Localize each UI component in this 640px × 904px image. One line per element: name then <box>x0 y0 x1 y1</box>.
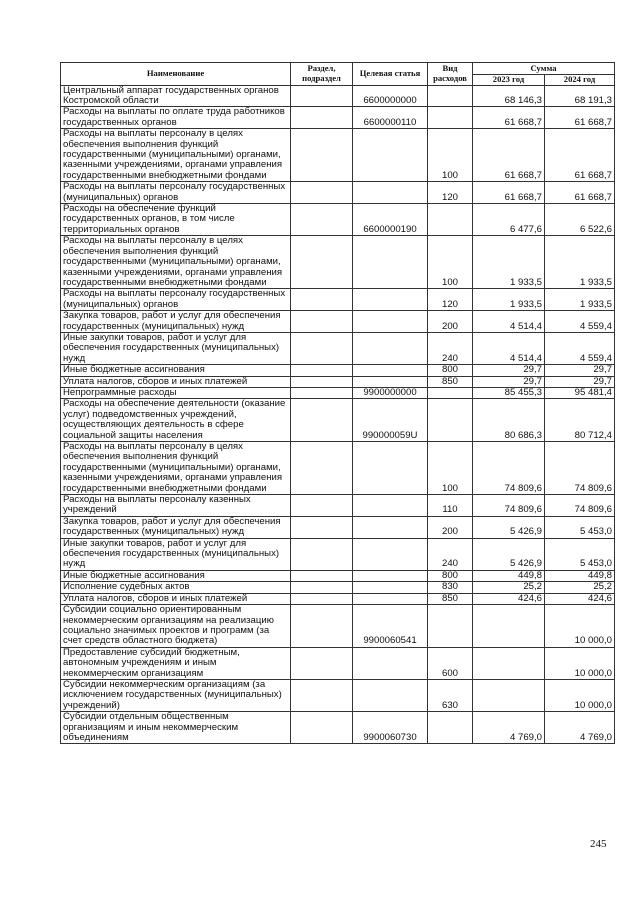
row-section <box>291 129 353 182</box>
table-row <box>61 679 615 711</box>
row-kind: 800 <box>428 570 473 581</box>
row-kind: 100 <box>428 129 473 182</box>
row-kind: 100 <box>428 442 473 495</box>
row-kind <box>428 399 473 442</box>
row-sum-2024: 29,7 <box>545 376 615 387</box>
row-name: Расходы на выплаты персоналу в целях обеспечения выполнения функций государственными (муниципальными) органами, казенными учреждениями, органами управления государственными внебюджетными фондами <box>61 236 291 289</box>
row-section <box>291 593 353 604</box>
table-row <box>61 495 615 517</box>
row-sum-2023: 6 477,6 <box>473 204 545 236</box>
row-sum-2023: 4 514,4 <box>473 332 545 364</box>
row-target: 9900000000 <box>353 387 428 398</box>
header-2024: 2024 год <box>545 75 615 86</box>
table-row <box>61 182 615 204</box>
table-row <box>61 647 615 679</box>
row-kind: 800 <box>428 365 473 376</box>
row-target <box>353 289 428 311</box>
row-sum-2023: 74 809,6 <box>473 442 545 495</box>
row-name: Иные бюджетные ассигнования <box>61 365 291 376</box>
row-sum-2024: 25,2 <box>545 582 615 593</box>
row-sum-2024: 95 481,4 <box>545 387 615 398</box>
table-row <box>61 387 615 398</box>
row-kind: 110 <box>428 495 473 517</box>
row-sum-2024: 61 668,7 <box>545 129 615 182</box>
row-section <box>291 442 353 495</box>
row-sum-2024: 80 712,4 <box>545 399 615 442</box>
row-target: 6600000000 <box>353 85 428 107</box>
row-sum-2024: 4 559,4 <box>545 311 615 333</box>
row-section <box>291 647 353 679</box>
row-name: Закупка товаров, работ и услуг для обеспечения государственных (муниципальных) нужд <box>61 311 291 333</box>
row-section <box>291 570 353 581</box>
row-section <box>291 376 353 387</box>
table-row <box>61 538 615 570</box>
row-name: Иные закупки товаров, работ и услуг для обеспечения государственных (муниципальных) нужд <box>61 538 291 570</box>
row-name: Расходы на обеспечение деятельности (оказание услуг) подведомственных учреждений, осуществляющих деятельность в сфере социальной защиты населения <box>61 399 291 442</box>
row-target <box>353 442 428 495</box>
table-row <box>61 332 615 364</box>
row-kind: 200 <box>428 516 473 538</box>
row-sum-2023 <box>473 679 545 711</box>
header-kind: Вид расходов <box>428 63 473 86</box>
row-sum-2023: 1 933,5 <box>473 289 545 311</box>
header-sum: Сумма <box>473 63 615 75</box>
row-target: 6600000110 <box>353 107 428 129</box>
row-section <box>291 495 353 517</box>
row-sum-2023: 449,8 <box>473 570 545 581</box>
header-target: Целевая статья <box>353 63 428 86</box>
row-name: Расходы на выплаты по оплате труда работников государственных органов <box>61 107 291 129</box>
row-sum-2023 <box>473 647 545 679</box>
row-sum-2024: 4 559,4 <box>545 332 615 364</box>
row-kind <box>428 605 473 648</box>
row-target <box>353 129 428 182</box>
row-sum-2024: 10 000,0 <box>545 647 615 679</box>
row-name: Субсидии некоммерческим организациям (за исключением государственных (муниципальных) учреждений) <box>61 679 291 711</box>
row-sum-2023: 29,7 <box>473 376 545 387</box>
row-kind <box>428 387 473 398</box>
row-section <box>291 516 353 538</box>
table-row <box>61 376 615 387</box>
row-name: Субсидии социально ориентированным некоммерческим организациям на реализацию социально значимых проектов и программ (за счет средств областного бюджета) <box>61 605 291 648</box>
row-name: Исполнение судебных актов <box>61 582 291 593</box>
row-sum-2023 <box>473 605 545 648</box>
table-row <box>61 399 615 442</box>
table-row <box>61 85 615 107</box>
table-row <box>61 289 615 311</box>
table-row <box>61 605 615 648</box>
row-section <box>291 679 353 711</box>
row-name: Центральный аппарат государственных органов Костромской области <box>61 85 291 107</box>
row-section <box>291 107 353 129</box>
row-name: Расходы на выплаты персоналу в целях обеспечения выполнения функций государственными (муниципальными) органами, казенными учреждениями, органами управления государственными внебюджетными фондами <box>61 442 291 495</box>
row-sum-2024: 68 191,3 <box>545 85 615 107</box>
row-sum-2024: 29,7 <box>545 365 615 376</box>
row-name: Иные бюджетные ассигнования <box>61 570 291 581</box>
row-name: Предоставление субсидий бюджетным, автономным учреждениям и иным некоммерческим организациям <box>61 647 291 679</box>
row-target <box>353 365 428 376</box>
row-sum-2024: 1 933,5 <box>545 236 615 289</box>
header-name: Наименование <box>61 63 291 86</box>
row-target <box>353 376 428 387</box>
row-target <box>353 538 428 570</box>
row-sum-2023: 61 668,7 <box>473 182 545 204</box>
row-section <box>291 712 353 744</box>
row-section <box>291 399 353 442</box>
row-target: 6600000190 <box>353 204 428 236</box>
row-name: Непрограммные расходы <box>61 387 291 398</box>
row-sum-2023: 4 769,0 <box>473 712 545 744</box>
row-kind: 120 <box>428 182 473 204</box>
row-name: Расходы на обеспечение функций государственных органов, в том числе территориальных органов <box>61 204 291 236</box>
row-sum-2024: 61 668,7 <box>545 107 615 129</box>
table-row <box>61 516 615 538</box>
row-target: 990000059U <box>353 399 428 442</box>
table-row <box>61 311 615 333</box>
row-name: Расходы на выплаты персоналу государственных (муниципальных) органов <box>61 289 291 311</box>
row-name: Закупка товаров, работ и услуг для обеспечения государственных (муниципальных) нужд <box>61 516 291 538</box>
row-target <box>353 516 428 538</box>
table-row <box>61 204 615 236</box>
row-sum-2023: 1 933,5 <box>473 236 545 289</box>
row-sum-2024: 6 522,6 <box>545 204 615 236</box>
row-name: Субсидии отдельным общественным организациям и иным некоммерческим объединениям <box>61 712 291 744</box>
table-header <box>61 63 615 86</box>
table-row <box>61 365 615 376</box>
row-kind: 630 <box>428 679 473 711</box>
row-sum-2024: 1 933,5 <box>545 289 615 311</box>
row-section <box>291 85 353 107</box>
row-kind: 830 <box>428 582 473 593</box>
table-row <box>61 570 615 581</box>
row-name: Расходы на выплаты персоналу государственных (муниципальных) органов <box>61 182 291 204</box>
row-sum-2024: 5 453,0 <box>545 538 615 570</box>
row-target <box>353 332 428 364</box>
row-kind <box>428 204 473 236</box>
row-section <box>291 289 353 311</box>
row-kind <box>428 107 473 129</box>
row-target <box>353 582 428 593</box>
header-section: Раздел, подраздел <box>291 63 353 86</box>
row-sum-2023: 5 426,9 <box>473 538 545 570</box>
row-sum-2023: 25,2 <box>473 582 545 593</box>
row-kind: 100 <box>428 236 473 289</box>
row-sum-2024: 10 000,0 <box>545 605 615 648</box>
row-sum-2023: 61 668,7 <box>473 107 545 129</box>
table-row <box>61 582 615 593</box>
row-sum-2023: 85 455,3 <box>473 387 545 398</box>
row-sum-2023: 424,6 <box>473 593 545 604</box>
table-row <box>61 593 615 604</box>
row-section <box>291 236 353 289</box>
row-kind <box>428 85 473 107</box>
row-section <box>291 365 353 376</box>
row-sum-2024: 10 000,0 <box>545 679 615 711</box>
row-section <box>291 311 353 333</box>
row-section <box>291 538 353 570</box>
row-name: Иные закупки товаров, работ и услуг для обеспечения государственных (муниципальных) нужд <box>61 332 291 364</box>
table-body <box>61 85 615 744</box>
row-sum-2023: 68 146,3 <box>473 85 545 107</box>
row-name: Расходы на выплаты персоналу казенных учреждений <box>61 495 291 517</box>
row-sum-2024: 449,8 <box>545 570 615 581</box>
row-kind: 240 <box>428 538 473 570</box>
row-kind: 200 <box>428 311 473 333</box>
row-section <box>291 387 353 398</box>
row-target <box>353 182 428 204</box>
row-name: Расходы на выплаты персоналу в целях обеспечения выполнения функций государственными (муниципальными) органами, казенными учреждениями, органами управления государственными внебюджетными фондами <box>61 129 291 182</box>
row-target: 9900060541 <box>353 605 428 648</box>
row-kind: 850 <box>428 593 473 604</box>
row-target: 9900060730 <box>353 712 428 744</box>
row-sum-2024: 61 668,7 <box>545 182 615 204</box>
row-target <box>353 679 428 711</box>
budget-table <box>60 62 615 744</box>
row-name: Уплата налогов, сборов и иных платежей <box>61 376 291 387</box>
row-sum-2024: 4 769,0 <box>545 712 615 744</box>
row-sum-2023: 61 668,7 <box>473 129 545 182</box>
row-target <box>353 593 428 604</box>
row-section <box>291 605 353 648</box>
row-section <box>291 204 353 236</box>
row-name: Уплата налогов, сборов и иных платежей <box>61 593 291 604</box>
row-target <box>353 570 428 581</box>
row-section <box>291 332 353 364</box>
row-target <box>353 495 428 517</box>
table-row <box>61 129 615 182</box>
row-sum-2023: 74 809,6 <box>473 495 545 517</box>
row-target <box>353 236 428 289</box>
header-2023: 2023 год <box>473 75 545 86</box>
row-section <box>291 582 353 593</box>
row-sum-2024: 424,6 <box>545 593 615 604</box>
row-sum-2023: 80 686,3 <box>473 399 545 442</box>
row-kind <box>428 712 473 744</box>
row-sum-2024: 74 809,6 <box>545 495 615 517</box>
row-sum-2024: 5 453,0 <box>545 516 615 538</box>
row-target <box>353 647 428 679</box>
table-row <box>61 442 615 495</box>
table-row <box>61 712 615 744</box>
row-kind: 850 <box>428 376 473 387</box>
row-sum-2023: 5 426,9 <box>473 516 545 538</box>
page-number: 245 <box>590 838 607 850</box>
row-sum-2023: 4 514,4 <box>473 311 545 333</box>
row-section <box>291 182 353 204</box>
row-target <box>353 311 428 333</box>
row-sum-2024: 74 809,6 <box>545 442 615 495</box>
table-row <box>61 107 615 129</box>
row-sum-2023: 29,7 <box>473 365 545 376</box>
row-kind: 240 <box>428 332 473 364</box>
row-kind: 120 <box>428 289 473 311</box>
table-row <box>61 236 615 289</box>
row-kind: 600 <box>428 647 473 679</box>
